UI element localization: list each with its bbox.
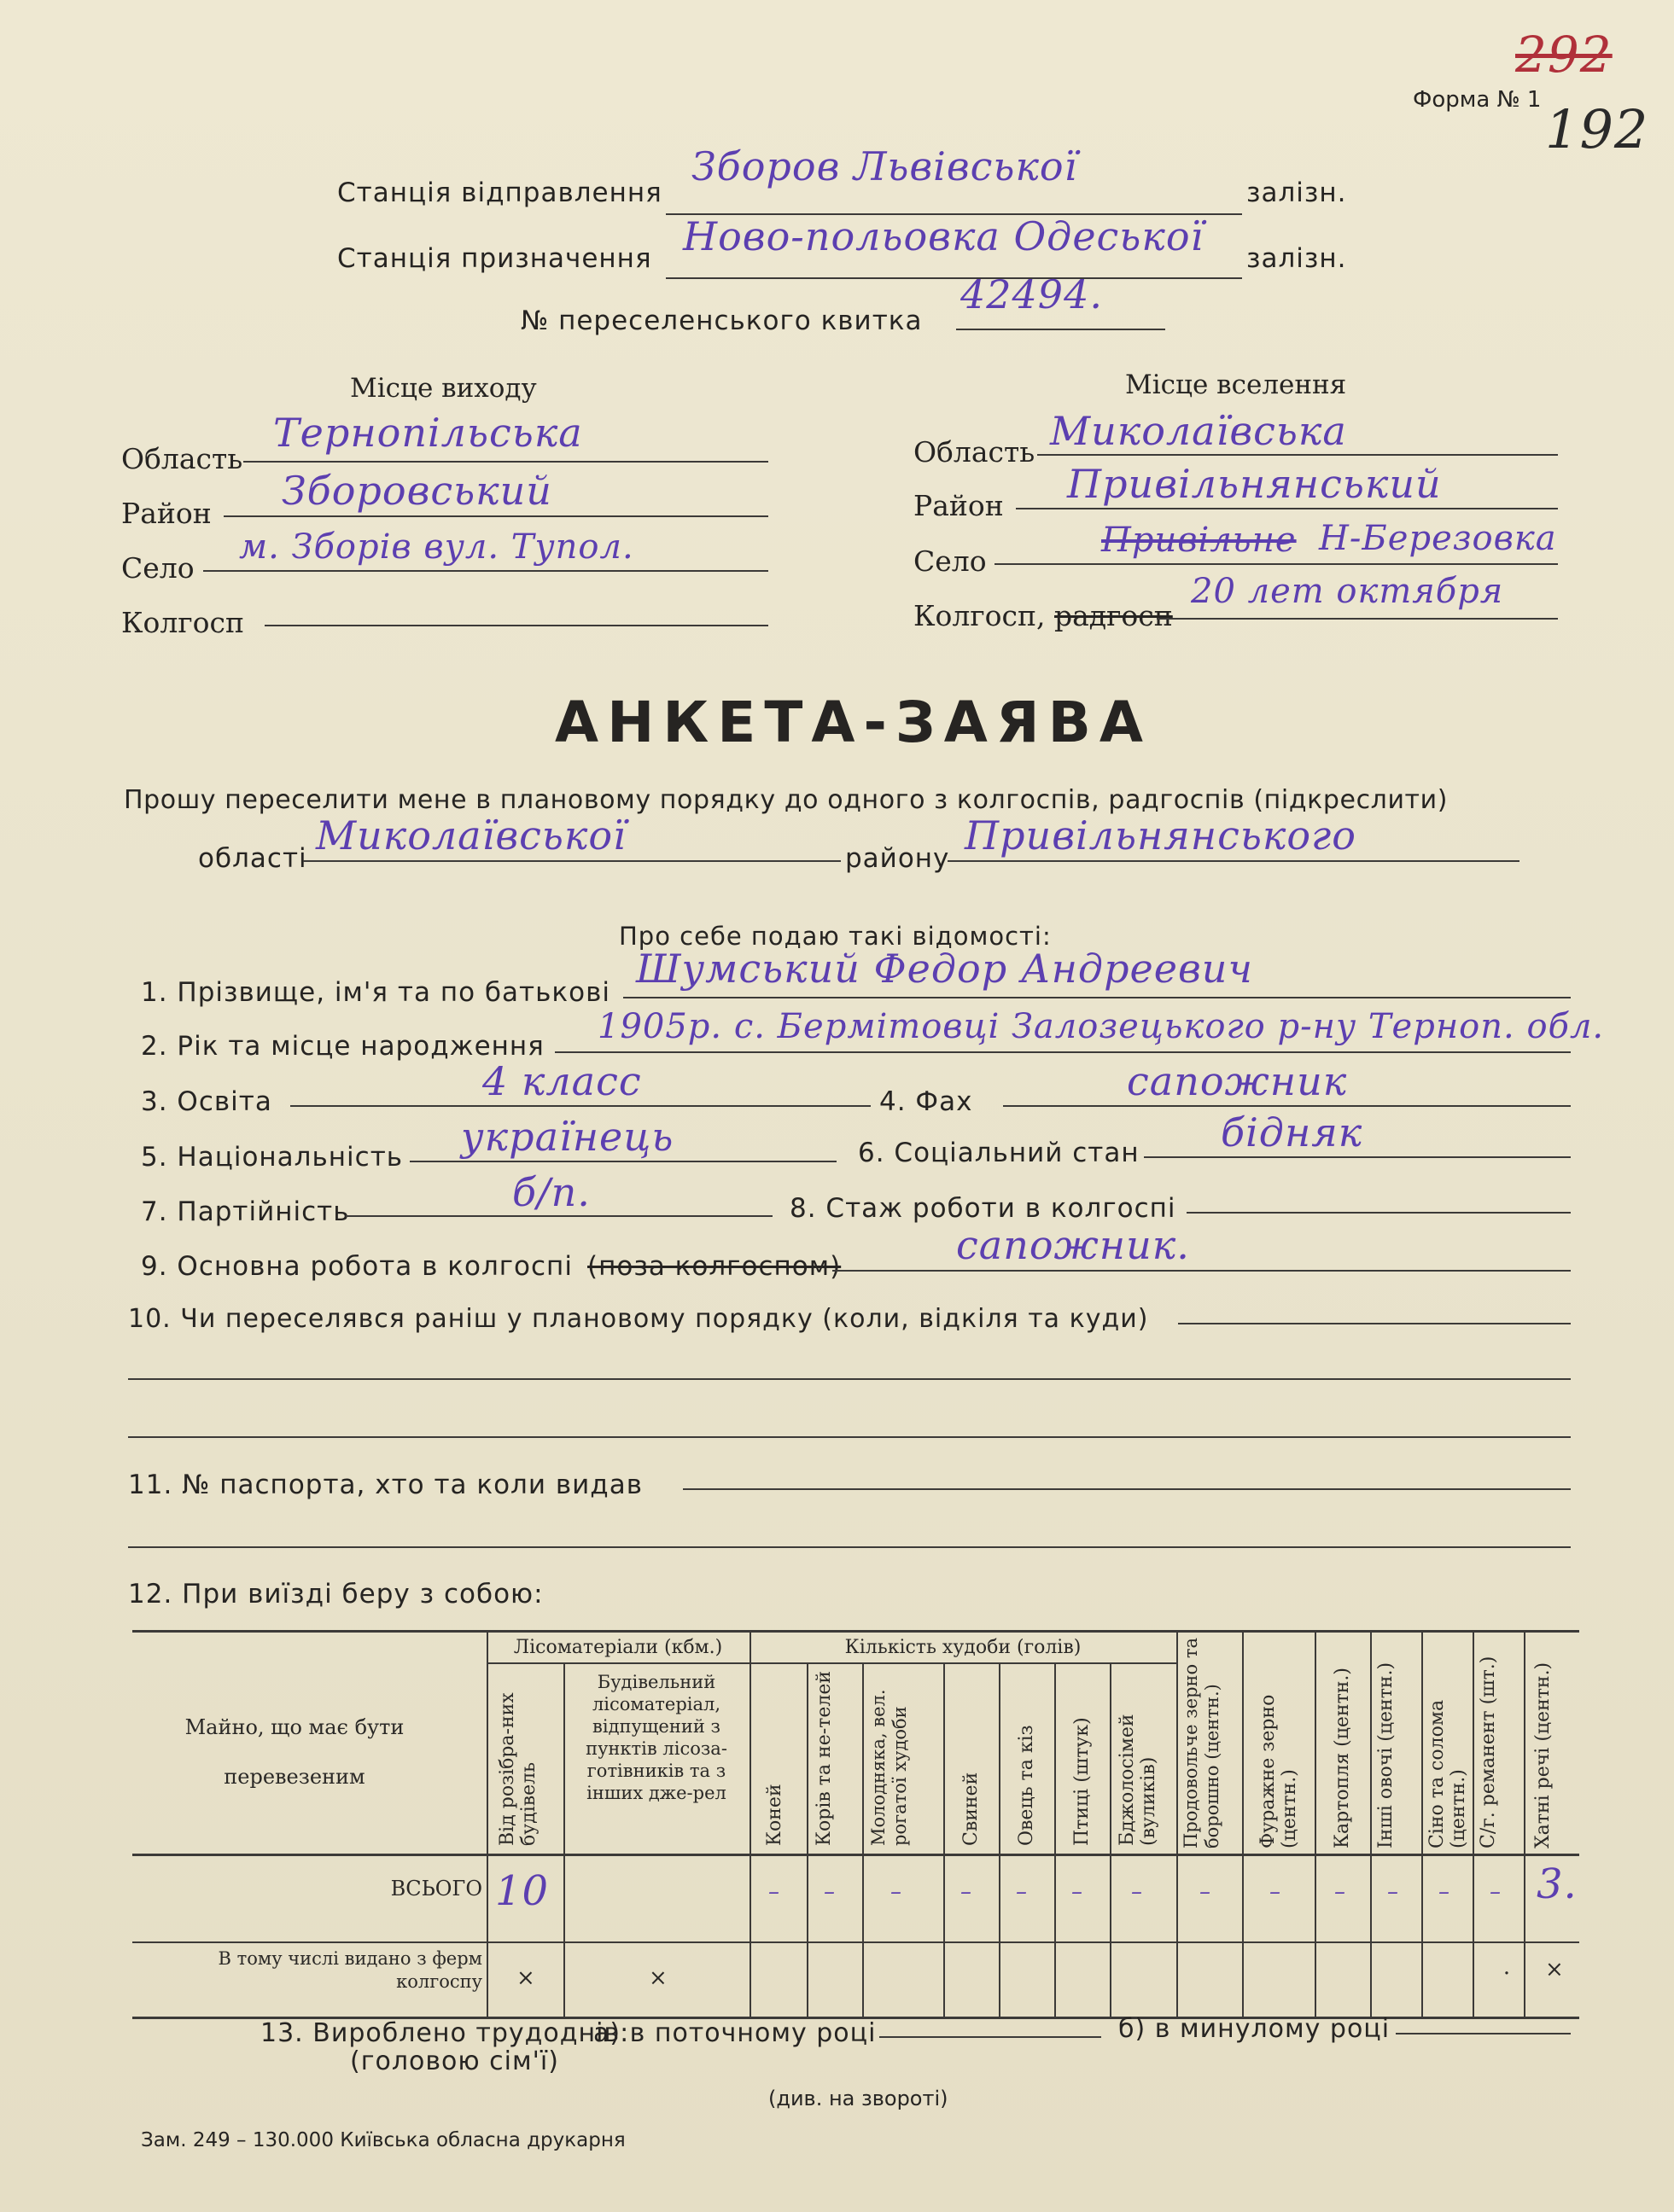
field9-label: 9. Основна робота в колгоспі [141,1251,573,1282]
field2-label: 2. Рік та місце народження [141,1031,545,1062]
field11-line-b [128,1546,1571,1548]
settlement-radhosp-struck: радгосп [1054,599,1173,632]
field8-line [1187,1212,1571,1214]
field10-line-b [128,1378,1571,1380]
total-dash: – [1016,1879,1027,1905]
col-cows-header: Корів та не-телей [814,1670,835,1846]
ticket-line [956,329,1165,330]
settlement-selo-line [994,563,1558,565]
departure-suffix: залізн. [1246,178,1347,208]
col-fodder-header: Фуражне зерно (центн.) [1257,1694,1300,1848]
print-info: Зам. 249 – 130.000 Київська обласна друкарня [141,2129,626,2151]
total-dismantled-value: 10 [495,1867,550,1915]
row-farm-label: В тому числі видано з ферм колгоспу [218,1948,482,1992]
destination-value: Ново-польовка Одеської [683,213,1204,259]
col-poultry-header: Птиці (штук) [1071,1717,1093,1846]
field9-line [832,1270,1571,1272]
intro-text: Про себе подаю такі відомості: [619,922,1052,951]
total-dash: – [890,1879,901,1905]
field6-label: 6. Соціальний стан [858,1138,1140,1168]
livestock-group-header: Кількість худоби (голів) [844,1637,1082,1658]
field2-line [555,1051,1571,1053]
request-oblast-label: області [198,843,307,874]
settlement-kolhosp-value: 20 лет октября [1191,572,1504,611]
settlement-kolhosp-label: Колгосп, [913,599,1046,632]
field13-sub: (головою сім'ї) [350,2046,559,2076]
col-hay-header: Сіно та солома (центн.) [1426,1699,1469,1848]
request-oblast-value: Миколаївської [316,812,627,859]
settlement-selo-label: Село [913,544,987,578]
departure-value: Зборов Львівської [691,143,1078,189]
field10-line-a [1178,1323,1571,1324]
col-veg-header: Інші овочі (центн.) [1375,1662,1397,1848]
origin-oblast-label: Область [121,442,243,475]
origin-kolhosp-label: Колгосп [121,606,245,639]
col-divider [862,1662,864,2018]
total-dash: – [1387,1879,1398,1905]
field13-a-line [879,2036,1101,2038]
field13-label: 13. Вироблено трудоднів: [260,2018,630,2048]
field7-line [346,1215,773,1217]
field10-label: 10. Чи переселявся раніш у плановому порядку (коли, відкіля та куди) [128,1304,1149,1334]
archive-number: 192 [1545,98,1649,160]
field7-value: б/п. [512,1169,591,1215]
col-divider [1421,1630,1423,2018]
col-pigs-header: Свиней [960,1772,982,1846]
field3-value: 4 класс [482,1058,642,1104]
origin-raion-value: Зборовський [282,468,552,514]
settlement-oblast-value: Миколаївська [1050,408,1347,454]
property-table [132,1630,1579,2018]
col-divider [1242,1630,1244,2018]
col-divider [1315,1630,1316,2018]
departure-label: Станція відправлення [337,178,662,208]
col-dismantled-header: Від розібра-них будівель [497,1692,540,1846]
form-label: Форма № 1 [1413,87,1542,113]
settlement-selo-struck: Привільне [1101,521,1297,560]
destination-label: Станція призначення [337,243,652,274]
total-dash: – [824,1879,835,1905]
total-dash: – [1438,1879,1449,1905]
farm-mark: × [1545,1957,1564,1982]
field1-value: Шумський Федор Андреевич [636,946,1253,992]
col-divider [750,1630,751,2018]
settlement-selo-value: Н-Березовка [1319,519,1557,558]
total-dash: – [768,1879,779,1905]
field12-label: 12. При виїзді беру з собою: [128,1579,544,1610]
col-tools-header: С/г. реманент (шт.) [1478,1656,1499,1848]
field2-value: 1905р. с. Бермітовці Залозецького р-ну Терноп. обл. [598,1007,1605,1046]
destination-suffix: залізн. [1246,243,1347,274]
field9-value: сапожник. [956,1222,1190,1268]
settlement-oblast-label: Область [913,435,1035,469]
request-text: Прошу переселити мене в плановому порядку до одного з колгоспів, радгоспів (підкреслити) [124,785,1449,815]
page-title: АНКЕТА-ЗАЯВА [555,690,1152,755]
col-building-header: Будівельний лісоматеріал, відпущений з пунктів лісоза-готівників та з інших дже-рел [586,1672,727,1803]
request-raion-value: Привільнянського [965,812,1356,859]
timber-group-divider [487,1662,750,1664]
origin-selo-line [203,570,768,572]
total-dash: – [960,1879,971,1905]
table-header-bottom [132,1854,1579,1856]
field13-b-line [1396,2033,1571,2034]
timber-group-header: Лісоматеріали (кбм.) [513,1637,723,1658]
col-divider [1110,1662,1111,2018]
request-raion-line [948,860,1519,862]
settlement-oblast-line [1037,454,1558,456]
col-young-header: Молодняка, вел. рогатої худоби [868,1689,910,1846]
field3-label: 3. Освіта [141,1086,272,1117]
col-potato-header: Картопля (центн.) [1332,1668,1353,1848]
field4-label: 4. Фах [879,1086,973,1117]
total-dash: – [1131,1879,1142,1905]
col-divider [1176,1630,1178,2018]
request-raion-label: району [845,843,950,874]
ticket-value: 42494. [960,271,1103,317]
archive-number-struck: 292 [1515,26,1613,84]
origin-raion-line [224,515,768,517]
field11-line-a [683,1488,1571,1490]
settlement-kolhosp-line [1157,618,1558,620]
request-oblast-line [303,860,841,862]
field6-line [1144,1156,1571,1158]
table-top-border [132,1630,1579,1633]
col-divider [999,1662,1000,2018]
col-sheep-header: Овець та кіз [1016,1725,1037,1846]
farm-dot: · [1502,1961,1511,1987]
farm-mark: × [649,1965,668,1991]
col-divider [807,1662,808,2018]
col-grain-header: Продовольче зерно та борошно (центн.) [1181,1638,1222,1848]
col-home-header: Хатні речі (центн.) [1532,1662,1554,1848]
total-home-value: 3. [1537,1860,1578,1908]
col-divider [1054,1662,1056,2018]
origin-oblast-line [243,461,768,463]
farm-mark: × [516,1965,535,1991]
field5-line [410,1161,837,1162]
field7-label: 7. Партійність [141,1196,350,1227]
origin-heading: Місце виходу [350,373,537,404]
field4-line [1003,1105,1571,1107]
table-row-divider [132,1941,1579,1943]
row-total-label: ВСЬОГО [390,1877,482,1901]
destination-line [666,277,1242,279]
ticket-label: № переселенського квитка [521,306,923,336]
col-divider [487,1630,488,2018]
field13-a-label: а) в поточному році [593,2018,877,2048]
settlement-heading: Місце вселення [1125,370,1347,400]
settlement-raion-value: Привільнянський [1067,461,1442,507]
col-bees-header: Бджолосімей (вуликів) [1117,1714,1159,1846]
settlement-raion-line [1016,508,1558,509]
see-back-note: (див. на звороті) [768,2087,948,2110]
col-divider [1473,1630,1474,2018]
total-dash: – [1334,1879,1345,1905]
livestock-group-divider [750,1662,1176,1664]
origin-raion-label: Район [121,497,212,530]
field6-value: бідняк [1221,1109,1363,1155]
field8-label: 8. Стаж роботи в колгоспі [790,1193,1176,1224]
field10-line-c [128,1436,1571,1438]
total-dash: – [1490,1879,1501,1905]
field11-label: 11. № паспорта, хто та коли видав [128,1470,643,1500]
field5-label: 5. Національність [141,1142,404,1173]
origin-selo-value: м. Зборів вул. Тупол. [239,527,634,567]
origin-selo-label: Село [121,551,195,585]
col-divider [943,1662,945,2018]
origin-kolhosp-line [265,625,768,626]
col-divider [1370,1630,1372,2018]
field5-value: українець [461,1114,674,1160]
total-dash: – [1269,1879,1280,1905]
total-dash: – [1071,1879,1082,1905]
field1-label: 1. Прізвище, ім'я та по батькові [141,977,610,1008]
col-property-header: Майно, що має бути перевезеним [184,1715,405,1789]
total-dash: – [1199,1879,1210,1905]
origin-oblast-value: Тернопільська [273,410,583,456]
settlement-raion-label: Район [913,489,1004,522]
field1-line [623,997,1571,998]
col-horses-header: Коней [764,1784,785,1846]
field13-b-label: б) в минулому році [1118,2014,1391,2044]
field9-struck: (поза колгоспом) [587,1251,842,1282]
field3-line [290,1105,871,1107]
col-divider [1524,1630,1525,2018]
field4-value: сапожник [1127,1058,1348,1104]
